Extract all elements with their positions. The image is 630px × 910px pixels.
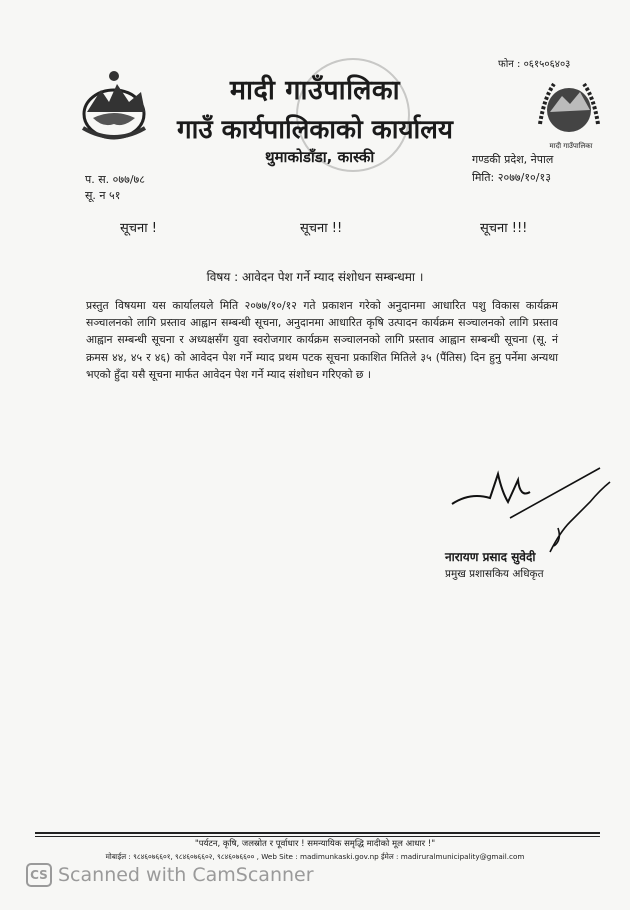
municipality-name: मादी गाउँपालिका: [229, 75, 401, 106]
notice-heading: सूचना !: [120, 221, 157, 236]
municipality-logo-icon: [534, 74, 604, 146]
letter-date: मिति: २०७७/१०/१३: [472, 171, 551, 184]
office-address: थुमाकोडाँडा, कास्की: [265, 148, 375, 166]
office-phone: फोन : ०६१५०६४०३: [498, 59, 571, 70]
signatory-title: प्रमुख प्रशासकिय अधिकृत: [445, 568, 544, 580]
letter-body: प्रस्तुत विषयमा यस कार्यालयले मिति २०७७/१०/१२ गते प्रकाशन गरेको अनुदानमा आधारित पशु विकास कार्यक्रम सञ्चालनको लागि प्रस्ताव आह्वान सम्बन्धी सूचना, अनुदानमा आधारित कृषि उत्पादन कार्यक्रम सञ्चालनको लागि प्रस्ताव आह्वान सम्बन्धी सूचना र अध्यक्षसँग युवा स्वरोजगार कार्यक्रम सञ्चालनको लागि प्रस्ताव आह्वान सम्बन्धी सूचना (सू. नं क्रमस ४४, ४५ र ४६) को आवेदन पेश गर्ने म्याद प्रथम पटक सूचना प्रकाशित मितिले ३५ (पैंतिस) दिन हुनु पर्नेमा अन्यथा भएको हुँदा यसै सूचना मार्फत आवेदन पेश गर्ने म्याद संशोधन गरिएको छ ।: [86, 299, 558, 381]
footer-contact: मोबाईल : ९८४६०७६६०१, ९८४६०७६६०२, ९८४६०७६६०० , Web Site : madimunkaski.gov.np ईमेल : madiruralmunicipality@gmail.com: [105, 852, 525, 861]
footer-divider: [35, 832, 600, 834]
notice-heading: सूचना !!: [300, 221, 343, 236]
notice-heading: सूचना !!!: [480, 221, 528, 236]
letter-subject: विषय : आवेदन पेश गर्ने म्याद संशोधन सम्बन्धमा ।: [206, 270, 424, 284]
handwritten-signature: [450, 462, 620, 562]
reference-number: प. स. ०७७/७८: [85, 173, 145, 186]
footer-divider: [35, 836, 600, 837]
right-logo-caption: मादी गाउँपालिका: [549, 142, 593, 150]
office-name: गाउँ कार्यपालिकाको कार्यालय: [177, 115, 453, 145]
signatory-name: नारायण प्रसाद सुवेदी: [445, 550, 536, 564]
province: गण्डकी प्रदेश, नेपाल: [472, 153, 554, 166]
serial-number: सू. न ५१: [85, 189, 121, 202]
watermark-text: Scanned with CamScanner: [58, 864, 314, 886]
camscanner-logo-icon: CS: [26, 863, 52, 887]
footer-motto: "पर्यटन, कृषि, जलस्रोत र पूर्वाधार ! समन्यायिक समृद्धि मादीको मूल आधार !": [194, 839, 436, 849]
scanner-watermark: [26, 862, 314, 888]
